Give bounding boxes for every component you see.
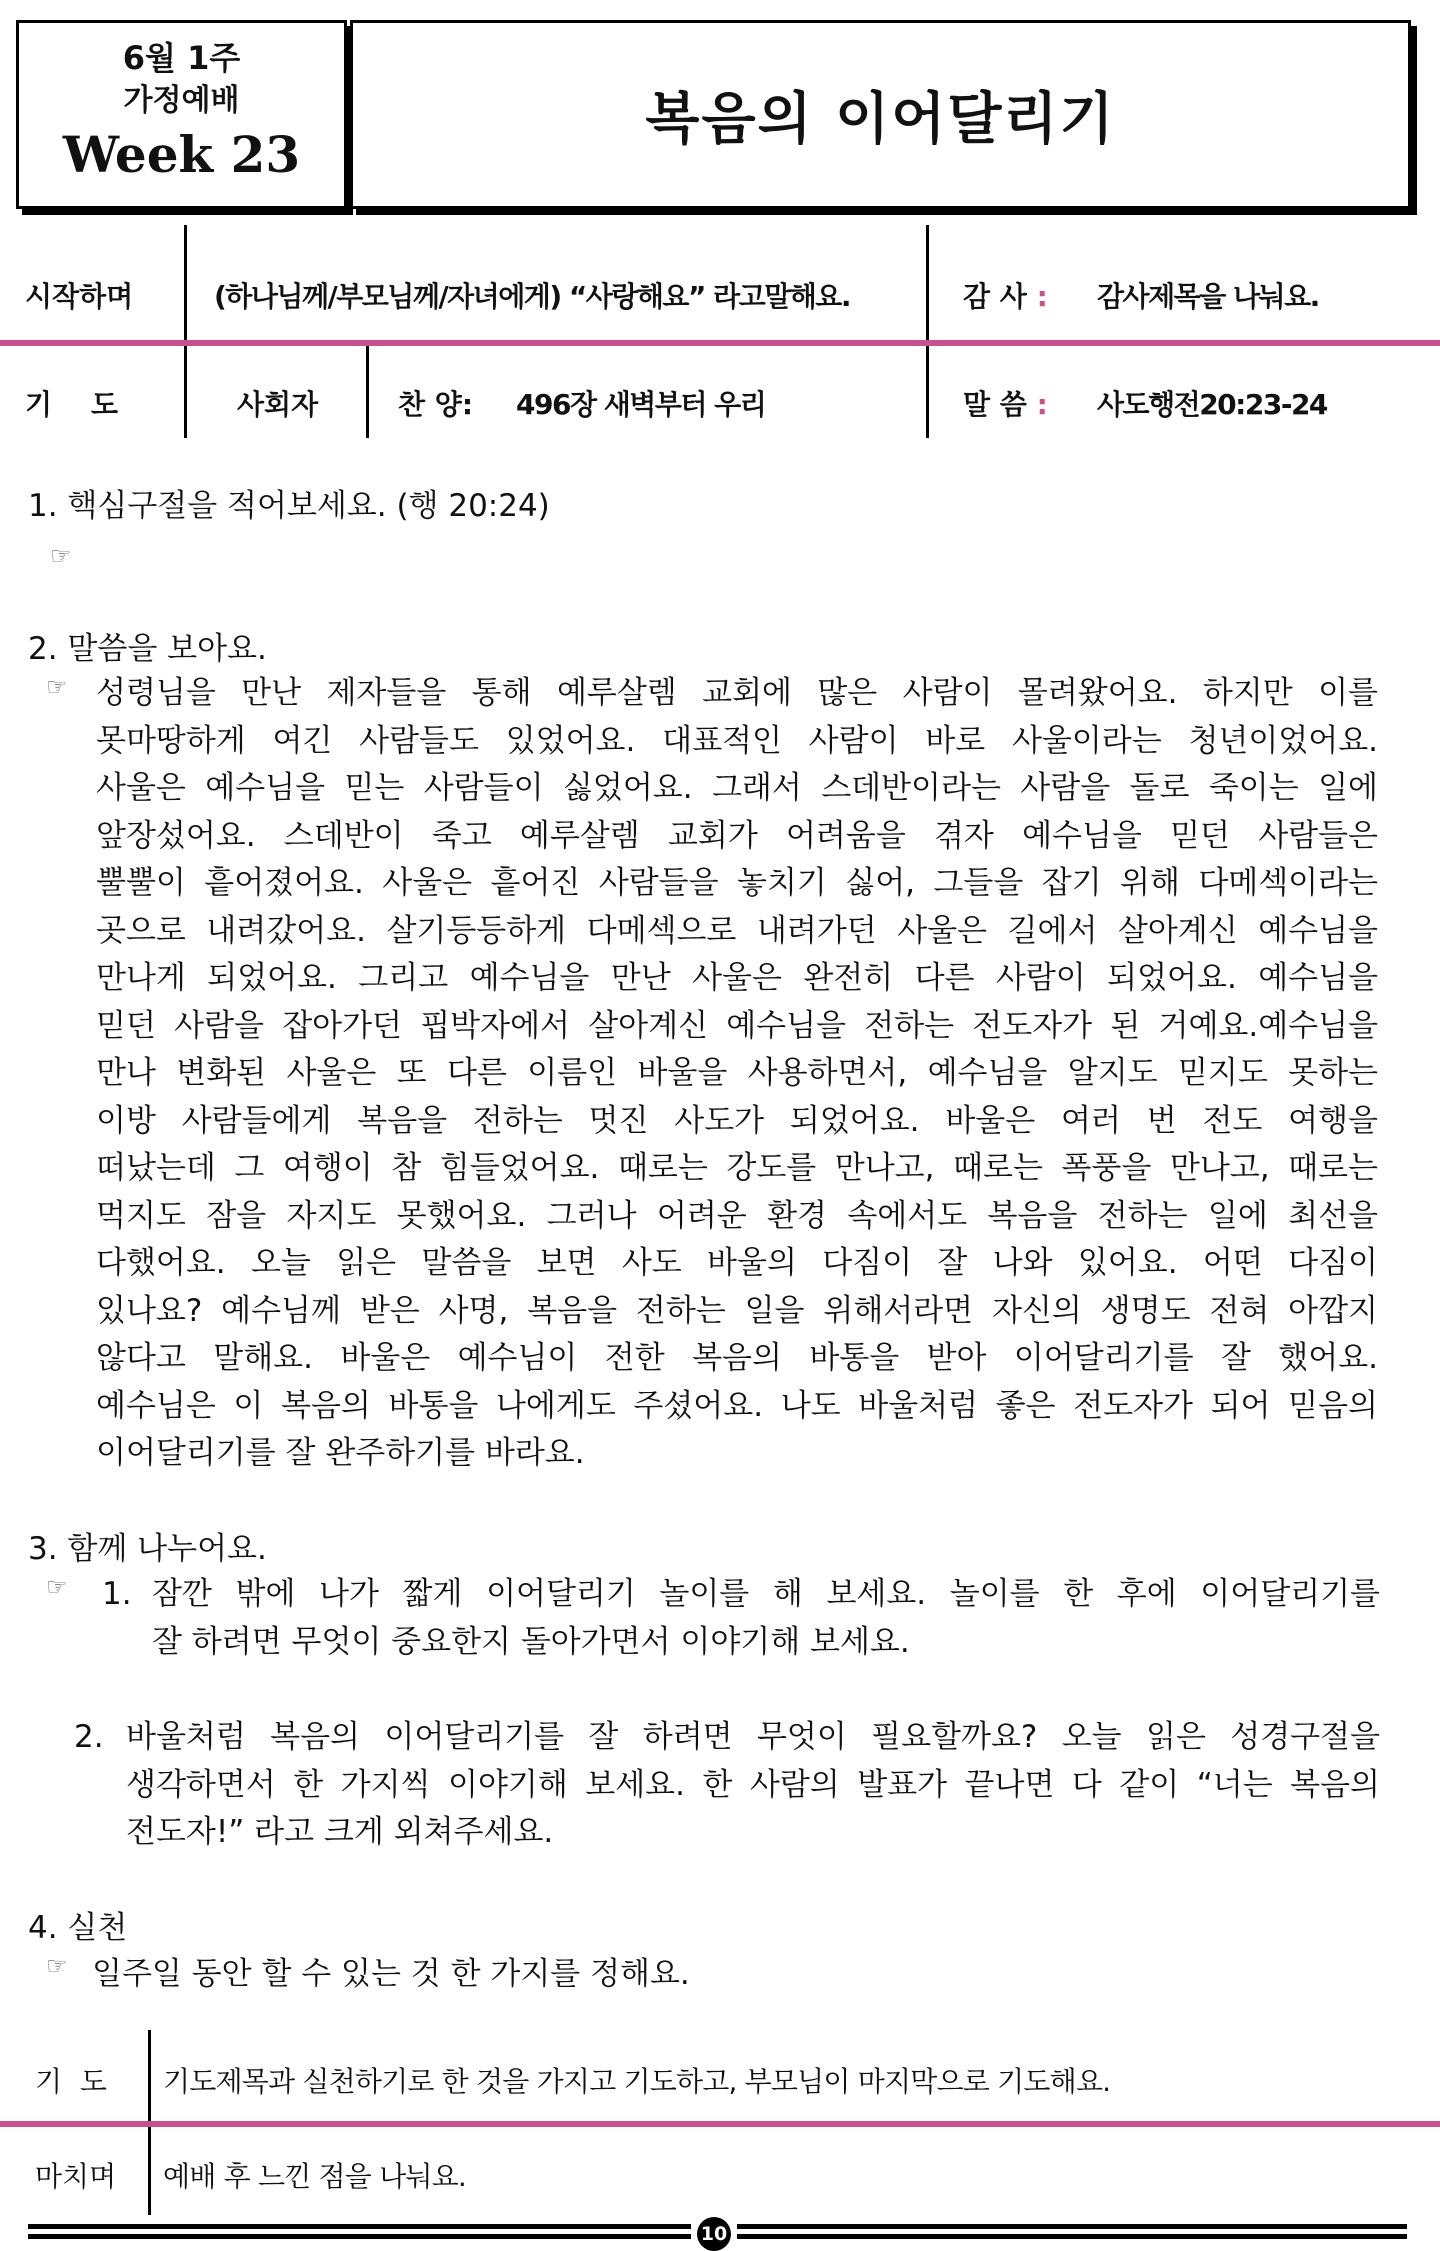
text-line: 만나게 되었어요. 그리고 예수님을 만난 사울은 완전히 다른 사람이 되었어요. 예수님을 — [96, 960, 1378, 996]
section-3 — [28, 1525, 1408, 1573]
pointing-hand-icon: ☞ — [46, 1952, 68, 1980]
text-line: 잠깐 밖에 나가 짧게 이어달리기 놀이를 해 보세요. 놀이를 한 후에 이어달리기를 — [152, 1576, 1380, 1612]
accent-divider — [0, 2121, 1440, 2127]
pointing-hand-icon: ☞ — [46, 673, 68, 701]
page-title: 복음의 이어달리기 — [645, 86, 1116, 152]
text-line: 있나요? 예수님께 받은 사명, 복음을 전하는 일을 위해서라면 자신의 생명도 전혀 아깝지 — [96, 1292, 1378, 1329]
text-line: 먹지도 잠을 자지도 못했어요. 그러나 어려운 환경 속에서도 복음을 전하는 일에 최선을 — [96, 1197, 1378, 1234]
q1-number: 1. — [102, 1576, 132, 1612]
text-line: 이어달리기를 잘 완주하기를 바라요. — [96, 1435, 585, 1471]
section-1-title: 1. 핵심구절을 적어보세요. (행 20:24) — [28, 488, 550, 524]
divider — [926, 346, 929, 438]
text-line: 전도자!” 라고 크게 외쳐주세요. — [126, 1814, 554, 1850]
colon: : — [1036, 280, 1048, 313]
text-line: 바울처럼 복음의 이어달리기를 잘 하려면 무엇이 필요할까요? 오늘 읽은 성경구절을 — [126, 1719, 1380, 1755]
q2-number: 2. — [74, 1719, 104, 1755]
footer-rule-left — [28, 2224, 691, 2229]
footer-rule-right — [737, 2224, 1407, 2229]
presider-label: 사회자 — [237, 388, 319, 421]
section-1-answer — [28, 530, 1408, 580]
closing-table — [0, 2030, 1440, 2215]
start-label: 시작하며 — [25, 280, 134, 313]
end-label: 마치며 — [35, 2160, 117, 2193]
week-date: 6월 1주 — [122, 39, 241, 77]
week-box — [16, 20, 347, 209]
closing-prayer-text: 기도제목과 실천하기로 한 것을 가지고 기도하고, 부모님이 마지막으로 기도해요. — [163, 2065, 1111, 2098]
text-line: 앞장섰어요. 스데반이 죽고 예루살렘 교회가 어려움을 겪자 예수님을 믿던 사람들은 — [96, 817, 1378, 854]
page-number: 10 — [697, 2217, 731, 2251]
section-2-hand — [46, 673, 96, 701]
text-line: 이방 사람들에게 복음을 전하는 멋진 사도가 되었어요. 바울은 여러 번 전도 여행을 — [96, 1102, 1378, 1139]
hymn-text: 496장 새벽부터 우리 — [516, 388, 766, 421]
word-label — [963, 383, 1048, 423]
text-line: 곳으로 내려갔어요. 살기등등하게 다메섹으로 내려가던 사울은 길에서 살아계신 예수님을 — [96, 912, 1378, 949]
section-1 — [28, 482, 1408, 580]
text-line: 생각하면서 한 가지씩 이야기해 보세요. 한 사람의 발표가 끝나면 다 같이 “너는 복음의 — [126, 1766, 1380, 1803]
section-2 — [28, 625, 1408, 673]
colon: : — [1036, 388, 1048, 421]
section-2-body — [96, 670, 1378, 1478]
text-line: 잘 하려면 무엇이 중요한지 돌아가면서 이야기해 보세요. — [152, 1623, 910, 1660]
end-text: 예배 후 느낀 점을 나눠요. — [163, 2160, 466, 2193]
text-line: 다했어요. 오늘 읽은 말씀을 보면 사도 바울의 다짐이 잘 나와 있어요. 어떤 다짐이 — [96, 1245, 1378, 1281]
text-line: 뿔뿔이 흩어졌어요. 사울은 흩어진 사람들을 놓치기 싫어, 그들을 잡기 위해 다메섹이라는 — [96, 865, 1378, 901]
text-line: 성령님을 만난 제자들을 통해 예루살렘 교회에 많은 사람이 몰려왔어요. 하지만 이를 — [96, 675, 1378, 711]
text-line: 떠났는데 그 여행이 참 힘들었어요. 때로는 강도를 만나고, 때로는 폭풍을 만나고, 때로는 — [96, 1150, 1378, 1186]
text-line: 예수님은 이 복음의 바통을 나에게도 주셨어요. 나도 바울처럼 좋은 전도자가 되어 믿음의 — [96, 1387, 1378, 1424]
text-line: 않다고 말해요. 바울은 예수님이 전한 복음의 바통을 받아 이어달리기를 잘 했어요. — [96, 1340, 1378, 1376]
divider — [184, 346, 187, 438]
section-4 — [28, 1904, 1408, 1952]
week-subtitle: 가정예배 — [123, 83, 240, 119]
text-line: 만나 변화된 사울은 또 다른 이름인 바울을 사용하면서, 예수님을 알지도 믿지도 못하는 — [96, 1055, 1378, 1091]
text-line: 못마땅하게 여긴 사람들도 있었어요. 대표적인 사람이 바로 사울이라는 청년이었어요. — [96, 722, 1378, 759]
divider — [184, 225, 187, 340]
prayer-label: 기 도 — [25, 388, 119, 421]
start-text: (하나님께/부모님께/자녀에게) “사랑해요” 라고말해요. — [214, 280, 850, 313]
accent-divider — [0, 340, 1440, 346]
thanks-label — [963, 275, 1048, 315]
section-4-text: 일주일 동안 할 수 있는 것 한 가지를 정해요. — [92, 1956, 690, 1992]
closing-prayer-label: 기 도 — [35, 2065, 107, 2098]
text-line: 믿던 사람을 잡아가던 핍박자에서 살아계신 예수님을 전하는 전도자가 된 거예요.예수님을 — [96, 1007, 1378, 1044]
divider — [926, 225, 929, 340]
footer-rule-left — [28, 2234, 691, 2239]
question-1 — [152, 1571, 1380, 1666]
text-line: 사울은 예수님을 믿는 사람들이 싫었어요. 그래서 스데반이라는 사람을 돌로 죽이는 일에 — [96, 770, 1378, 806]
section-3-title: 3. 함께 나누어요. — [28, 1531, 267, 1567]
divider — [366, 346, 369, 438]
pointing-hand-icon: ☞ — [46, 1573, 68, 1601]
thanks-text: 감사제목을 나눠요. — [1097, 280, 1319, 313]
info-table — [0, 225, 1440, 440]
question-2 — [126, 1714, 1380, 1857]
hymn-label: 찬 양: — [398, 388, 474, 421]
section-4-title: 4. 실천 — [28, 1910, 128, 1946]
week-number: Week 23 — [62, 125, 301, 185]
section-4-hand — [46, 1952, 96, 1980]
word-label-text: 말 씀 — [963, 388, 1027, 421]
section-2-title: 2. 말씀을 보아요. — [28, 631, 267, 667]
section-3-hand — [46, 1573, 96, 1601]
footer-rule-right — [737, 2234, 1407, 2239]
word-text: 사도행전20:23-24 — [1097, 388, 1327, 421]
pointing-hand-icon: ☞ — [50, 542, 72, 570]
thanks-label-text: 감 사 — [963, 280, 1027, 313]
title-box — [350, 20, 1411, 209]
